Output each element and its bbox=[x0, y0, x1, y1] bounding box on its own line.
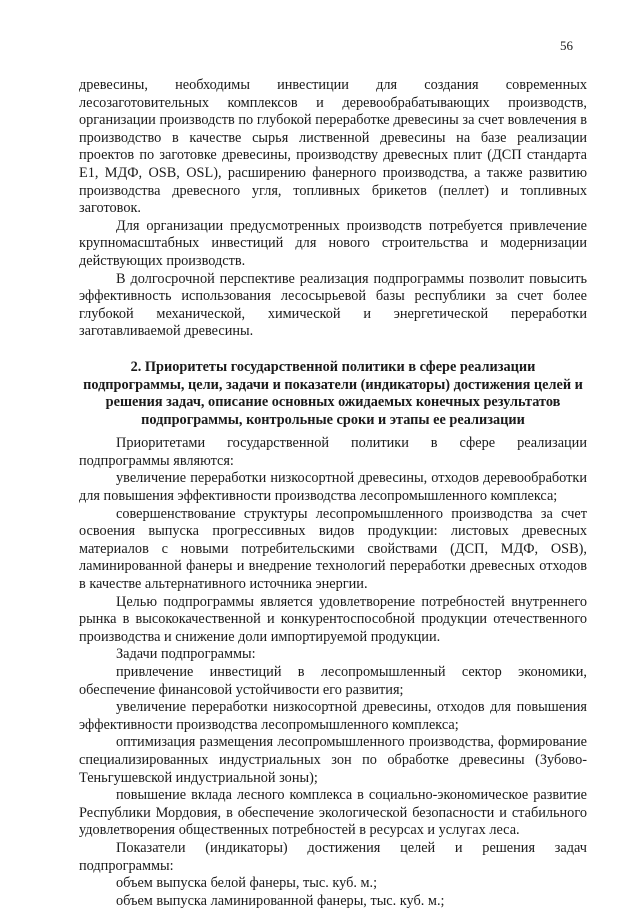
paragraph: Для организации предусмотренных производств потребуется привлечение крупномасштабных инвестиций для нового строительства и модернизации действующих производств. bbox=[79, 217, 587, 269]
paragraph: Задачи подпрограммы: bbox=[116, 646, 256, 663]
paragraph: В долгосрочной перспективе реализация подпрограммы позволит повысить эффективность использования лесосырьевой базы республики за счет более глубокой механической, химической и энергетической переработки заготавливаемой древесины. bbox=[79, 270, 587, 340]
list-item: оптимизация размещения лесопромышленного производства, формирование специализированных индустриальных зон по обработке древесины (Зубово-Теньгушевской индустриальной зоны); bbox=[79, 734, 587, 786]
page-number: 56 bbox=[560, 38, 573, 53]
paragraph: древесины, необходимы инвестиции для создания современных лесозаготовительных комплексов и деревообрабатывающих производств, организации производств по глубокой переработке древесины за счет вовлечения в производство в качестве сырья лиственной древесины на базе реализации проектов по заготовке древесины, производству древесных плит (ДСП стандарта Е1, МДФ, OSB, OSL), расширению фанерного производства, а также развитию производства древесного угля, топливных брикетов (пеллет) и топливных заготовок. bbox=[79, 77, 587, 217]
list-item: объем выпуска белой фанеры, тыс. куб. м.; bbox=[116, 875, 378, 892]
paragraph: Целью подпрограммы является удовлетворение потребностей внутреннего рынка в высококачественной и конкурентоспособной продукции отечественного производства и снижение доли импортируемой продукции. bbox=[79, 593, 587, 645]
list-item: объем выпуска ламинированной фанеры, тыс. куб. м.; bbox=[116, 892, 445, 909]
paragraph: увеличение переработки низкосортной древесины, отходов деревообработки для повышения эффективности производства лесопромышленного комплекса; bbox=[79, 470, 587, 505]
document-body bbox=[79, 77, 587, 910]
paragraph: совершенствование структуры лесопромышленного производства за счет освоения выпуска прогрессивных видов продукции: листовых древесных материалов с новыми потребительскими свойствами (ДСП, МДФ, OSB), ламинированной фанеры и внедрение технологий переработки древесных отходов в качестве альтернативного источника энергии. bbox=[79, 505, 587, 593]
paragraph: Приоритетами государственной политики в сфере реализации подпрограммы являются: bbox=[79, 435, 587, 469]
paragraph: Показатели (индикаторы) достижения целей и решения задач подпрограммы: bbox=[79, 839, 587, 874]
list-item: повышение вклада лесного комплекса в социально-экономическое развитие Республики Мордовия, в обеспечение экологической безопасности и стабильного удовлетворения общественных потребностей в ресурсах и услугах леса. bbox=[79, 787, 587, 839]
list-item: увеличение переработки низкосортной древесины, отходов для повышения эффективности производства лесопромышленного комплекса; bbox=[79, 699, 587, 733]
section-heading: 2. Приоритеты государственной политики в сфере реализации подпрограммы, цели, задачи и показатели (индикаторы) достижения целей и решения задач, описание основных ожидаемых конечных результатов подпрограммы, контрольные сроки и этапы ее реализации bbox=[83, 358, 583, 428]
list-item: привлечение инвестиций в лесопромышленный сектор экономики, обеспечение финансовой устойчивости его развития; bbox=[79, 664, 587, 698]
